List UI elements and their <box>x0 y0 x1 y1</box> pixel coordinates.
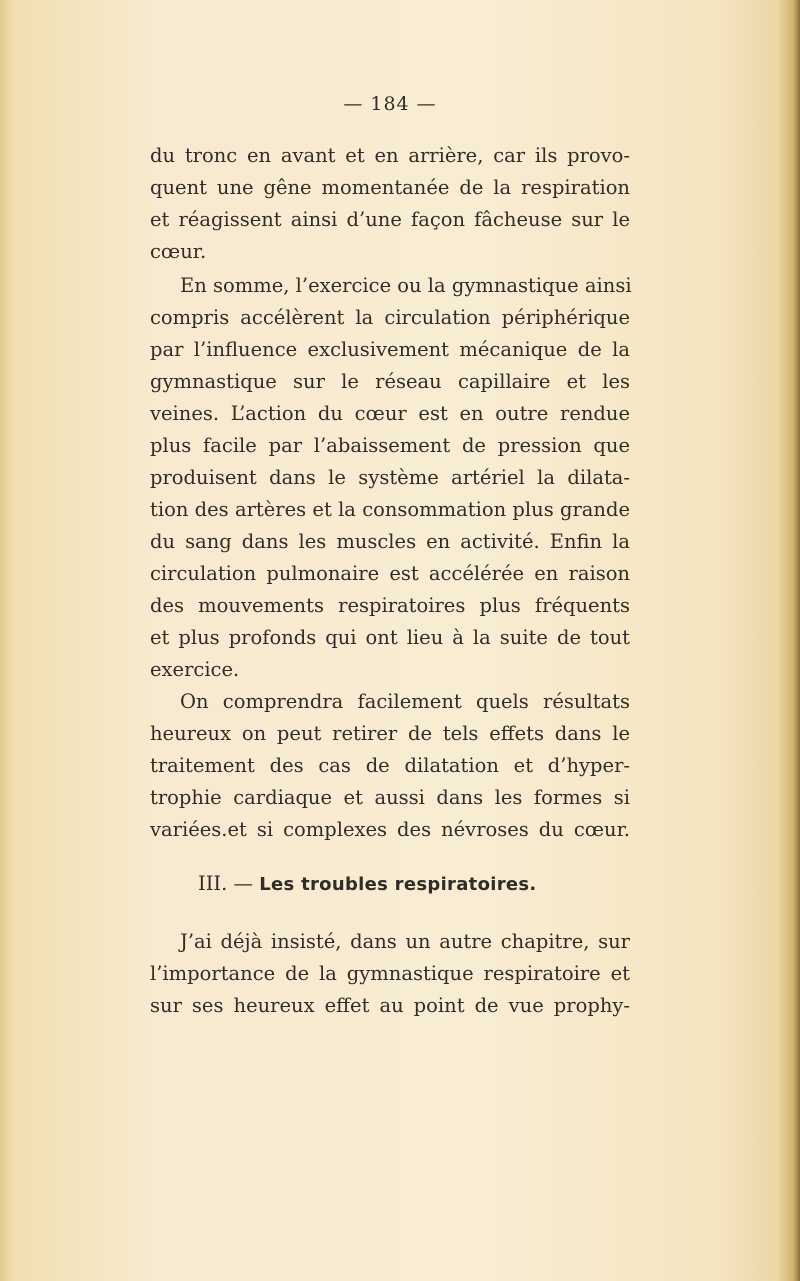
text-line: gymnastique sur le réseau capillaire et les <box>150 370 630 393</box>
text-line: des mouvements respiratoires plus fréquents <box>150 594 630 617</box>
text-line: On comprendra facilement quels résultats <box>180 690 630 713</box>
page-right-edge <box>778 0 800 1281</box>
section-number: III. — <box>198 872 254 895</box>
section-heading <box>198 868 537 901</box>
text-line: J’ai déjà insisté, dans un autre chapitre, sur <box>180 930 630 953</box>
text-line: du tronc en avant et en arrière, car ils provo- <box>150 144 630 167</box>
text-line: trophie cardiaque et aussi dans les formes si <box>150 786 630 809</box>
text-line: tion des artères et la consommation plus grande <box>150 498 630 521</box>
text-line: compris accélèrent la circulation périphérique <box>150 306 630 329</box>
text-line: exercice. <box>150 658 240 681</box>
text-line: traitement des cas de dilatation et d’hyper- <box>150 754 630 777</box>
text-line: du sang dans les muscles en activité. Enfin la <box>150 530 630 553</box>
text-line: variées.et si complexes des névroses du cœur. <box>150 818 630 841</box>
text-line: quent une gêne momentanée de la respiration <box>150 176 630 199</box>
text-line: produisent dans le système artériel la dilata- <box>150 466 630 489</box>
text-line: veines. L’action du cœur est en outre rendue <box>150 402 630 425</box>
text-line: par l’influence exclusivement mécanique de la <box>150 338 630 361</box>
page-number: — 184 — <box>343 93 437 115</box>
text-line: cœur. <box>150 240 207 263</box>
text-line: et réagissent ainsi d’une façon fâcheuse sur le <box>150 208 630 231</box>
text-line: sur ses heureux effet au point de vue prophy- <box>150 994 630 1017</box>
text-line: et plus profonds qui ont lieu à la suite de tout <box>150 626 630 649</box>
text-line: circulation pulmonaire est accélérée en raison <box>150 562 630 585</box>
text-line: l’importance de la gymnastique respiratoire et <box>150 962 630 985</box>
text-line: En somme, l’exercice ou la gymnastique ainsi <box>180 274 632 297</box>
section-title: Les troubles respiratoires. <box>259 874 537 895</box>
text-line: heureux on peut retirer de tels effets dans le <box>150 722 630 745</box>
page-left-shadow <box>0 0 14 1281</box>
text-line: plus facile par l’abaissement de pression que <box>150 434 630 457</box>
